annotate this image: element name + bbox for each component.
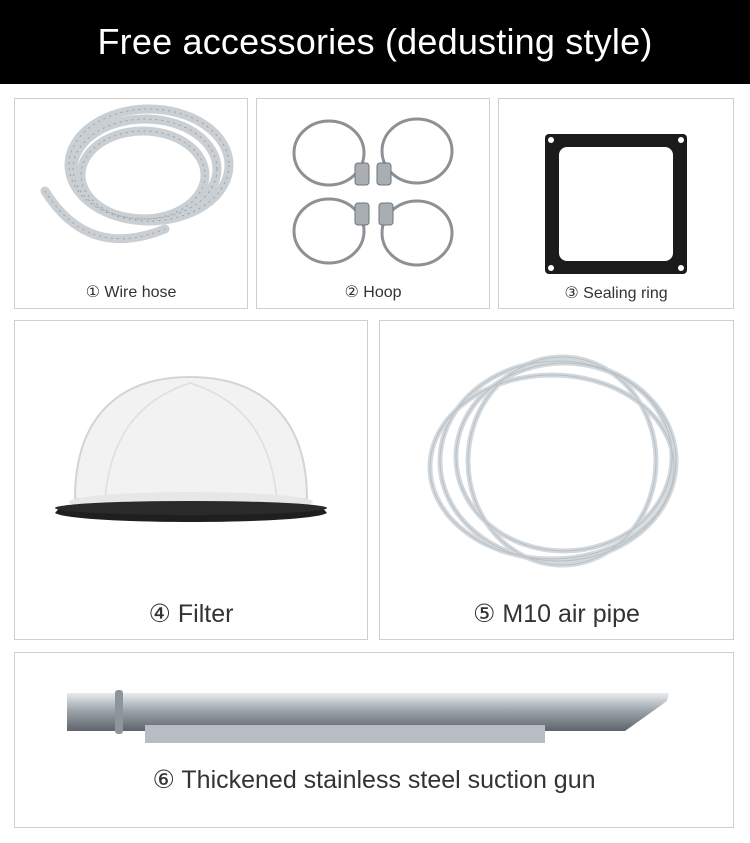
page-title: Free accessories (dedusting style) xyxy=(97,21,653,62)
caption-number: ① xyxy=(85,284,100,301)
caption-label: Thickened stainless steel suction gun xyxy=(181,766,596,794)
caption-hoop xyxy=(257,282,489,302)
caption-air-pipe xyxy=(380,599,733,629)
caption-sealing-ring xyxy=(499,283,733,303)
caption-number: ③ xyxy=(564,285,579,302)
hoop-image xyxy=(257,99,491,310)
caption-number: ⑥ xyxy=(152,766,175,794)
accessory-card-filter xyxy=(14,320,368,640)
caption-filter xyxy=(15,599,367,629)
accessory-card-air-pipe xyxy=(379,320,734,640)
caption-number: ④ xyxy=(148,600,171,628)
caption-label: Wire hose xyxy=(104,284,177,301)
caption-label: Hoop xyxy=(363,284,402,301)
caption-wire-hose xyxy=(15,282,247,302)
air-pipe-image xyxy=(380,321,735,641)
accessory-card-suction-gun xyxy=(14,652,734,828)
caption-number: ② xyxy=(344,284,359,301)
sealing-ring-image xyxy=(499,99,735,310)
caption-label: Sealing ring xyxy=(583,285,668,302)
caption-number: ⑤ xyxy=(473,600,496,628)
caption-suction-gun xyxy=(15,765,733,795)
accessory-card-wire-hose xyxy=(14,98,248,309)
accessory-card-hoop xyxy=(256,98,490,309)
accessory-card-sealing-ring xyxy=(498,98,734,309)
caption-label: M10 air pipe xyxy=(502,600,640,628)
header-banner xyxy=(0,0,750,84)
filter-image xyxy=(15,321,369,641)
wire-hose-image xyxy=(15,99,249,310)
caption-label: Filter xyxy=(177,600,234,628)
suction-gun-image xyxy=(15,653,735,829)
